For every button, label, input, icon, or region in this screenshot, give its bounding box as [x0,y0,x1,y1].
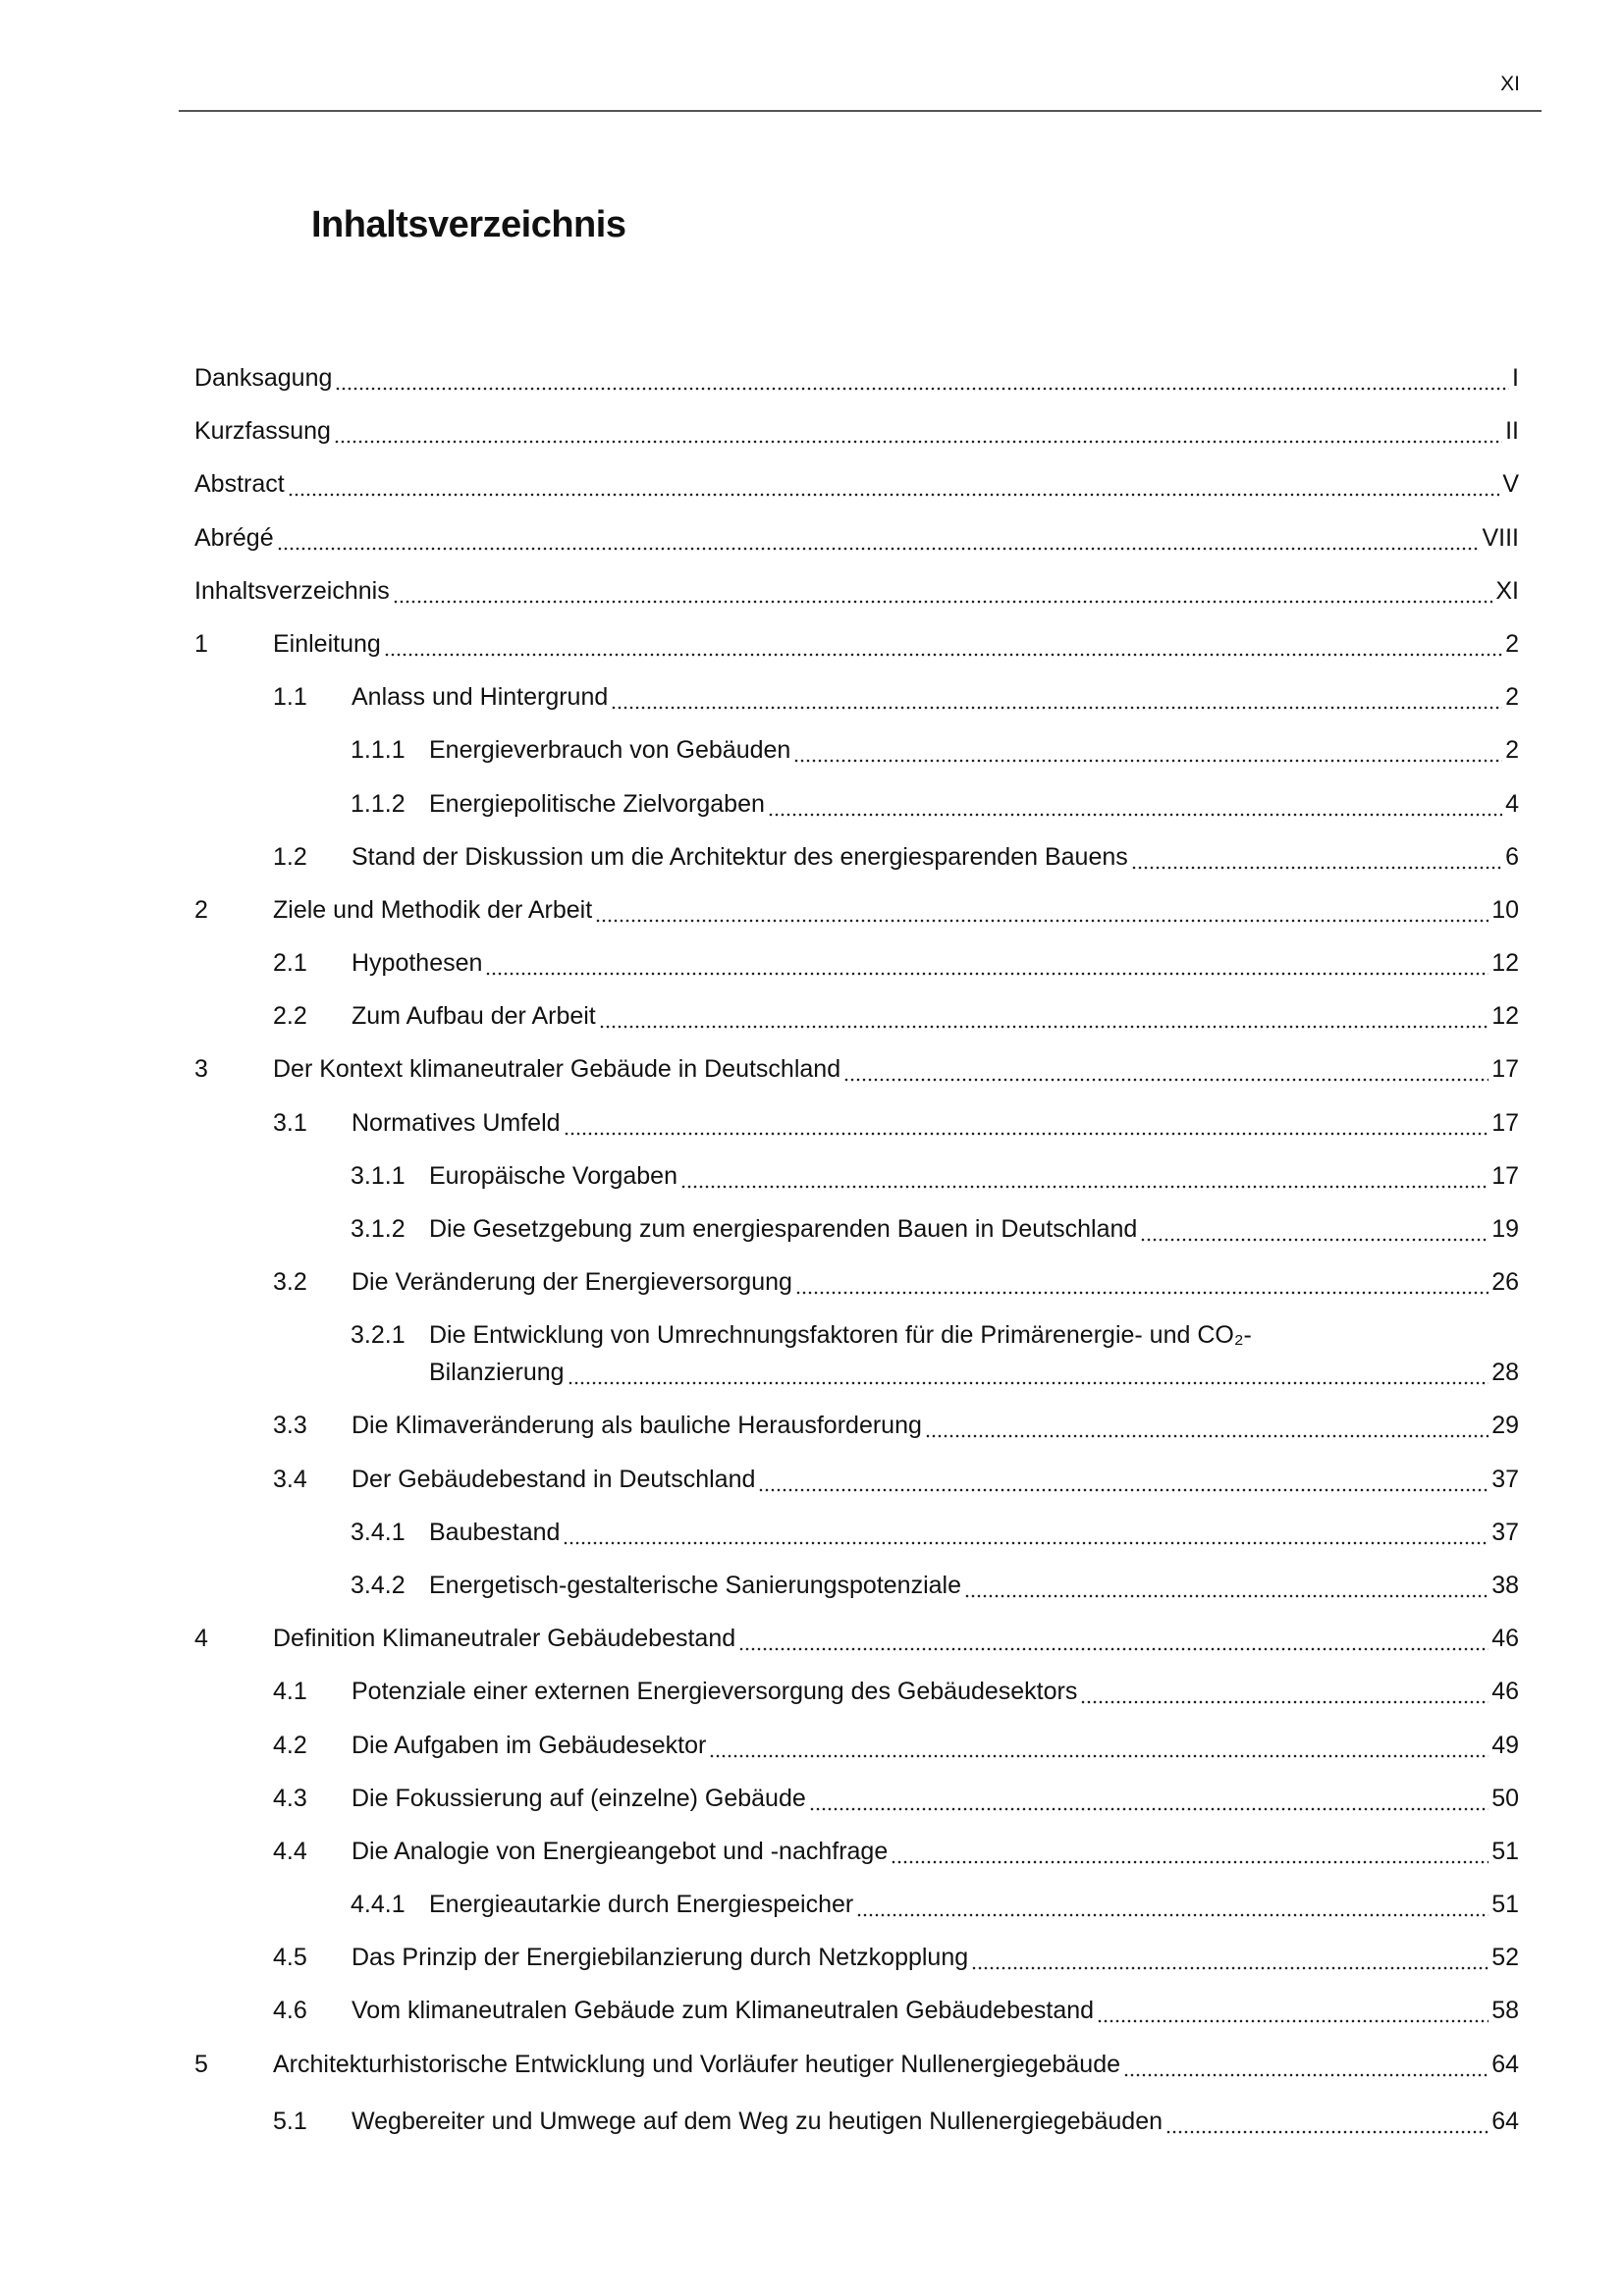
dot-leader [891,1833,1489,1870]
toc-entry-body [352,944,1519,982]
toc-entry-title: Energieautarkie durch Energiespeicher [429,1891,854,1919]
toc-entry-body [429,1316,1519,1391]
dot-leader [1080,1673,1489,1710]
toc-entry-number: 3.1.2 [351,1215,406,1243]
toc-entry[interactable] [194,1939,1519,1992]
toc-entry-title: Der Gebäudebestand in Deutschland [352,1465,756,1493]
toc-entry-page: V [1502,470,1519,499]
toc-entry-number: 3.2 [273,1268,307,1297]
toc-entry[interactable] [194,625,1519,678]
toc-entry-body [273,891,1519,929]
toc-entry[interactable] [194,2046,1519,2099]
toc-entry-page: 38 [1491,1571,1519,1599]
toc-entry[interactable] [194,997,1519,1050]
toc-entry-body [194,519,1519,557]
toc-entry-page: 46 [1491,1625,1519,1653]
toc-entry[interactable] [194,944,1519,997]
dot-leader [793,731,1502,769]
toc-entry-body [429,1886,1519,1923]
toc-entry-title: Hypothesen [352,949,483,978]
table-of-contents [194,359,1519,2156]
toc-entry-title: Zum Aufbau der Arbeit [352,1002,596,1031]
toc-entry-number: 3.4.2 [351,1571,406,1599]
dot-leader [334,412,1502,450]
toc-entry[interactable] [194,731,1519,784]
dot-leader [563,1514,1489,1551]
dot-leader [1165,2103,1489,2140]
toc-entry-number: 5.1 [273,2107,307,2135]
toc-entry-page: 64 [1491,2050,1519,2078]
dot-leader [485,944,1489,982]
toc-entry[interactable] [194,1886,1519,1939]
dot-leader [1131,838,1502,876]
dot-leader [809,1780,1489,1817]
toc-entry-title: Die Gesetzgebung zum energiesparenden Bauen in Deutschland [429,1215,1138,1243]
toc-entry[interactable] [194,1050,1519,1103]
toc-entry-number: 1.1.1 [351,736,406,765]
toc-entry-body [352,1104,1519,1142]
toc-entry-page: 17 [1491,1055,1519,1084]
toc-entry-number: 2.1 [273,949,307,978]
toc-entry-number: 3.2.1 [351,1321,406,1350]
toc-entry[interactable] [194,1514,1519,1567]
toc-entry[interactable] [194,1407,1519,1460]
dot-leader [964,1567,1489,1604]
toc-entry-page: 28 [1491,1359,1519,1387]
toc-entry[interactable] [194,359,1519,412]
toc-entry[interactable] [194,785,1519,838]
toc-entry-body [194,359,1519,397]
dot-leader [1123,2046,1489,2083]
toc-entry-title: Die Fokussierung auf (einzelne) Gebäude [352,1784,806,1812]
toc-entry[interactable] [194,519,1519,572]
toc-entry-title: Die Klimaveränderung als bauliche Herausforderung [352,1412,922,1440]
dot-leader [856,1886,1489,1923]
toc-entry-body [352,1461,1519,1498]
toc-entry-title: Kurzfassung [194,417,331,446]
toc-entry[interactable] [194,1727,1519,1780]
toc-entry-page: XI [1495,576,1519,605]
dot-leader [599,997,1489,1035]
toc-entry-title: Wegbereiter und Umwege auf dem Weg zu heutigen Nullenergiegebäuden [352,2107,1164,2135]
toc-entry[interactable] [194,891,1519,944]
toc-entry[interactable] [194,838,1519,891]
toc-entry[interactable] [194,1567,1519,1620]
dot-leader [925,1407,1489,1444]
toc-entry-number: 3.1.1 [351,1161,406,1190]
toc-entry-number: 1.2 [273,842,307,871]
toc-entry[interactable] [194,1833,1519,1886]
dot-leader [709,1727,1489,1764]
dot-leader [680,1157,1489,1195]
toc-entry-body [429,785,1519,823]
toc-entry-body [194,465,1519,503]
toc-entry-page: 12 [1491,1002,1519,1031]
toc-entry-number: 5 [194,2050,208,2078]
toc-entry-title: Potenziale einer externen Energieversorgung des Gebäudesektors [352,1678,1078,1706]
toc-entry-body [352,1780,1519,1817]
toc-entry-body [352,1939,1519,1976]
toc-entry-title: Energiepolitische Zielvorgaben [429,789,765,818]
toc-entry[interactable] [194,1780,1519,1833]
toc-entry-title: Der Kontext klimaneutraler Gebäude in Deutschland [273,1055,841,1084]
toc-entry-body [352,1833,1519,1870]
toc-entry-number: 4.6 [273,1997,307,2025]
dot-leader [611,678,1502,716]
toc-entry-body [352,2103,1519,2140]
dot-leader [843,1050,1489,1088]
dot-leader [564,1104,1489,1142]
toc-entry-number: 4 [194,1625,208,1653]
page-number: XI [1500,73,1520,95]
dot-leader [758,1461,1489,1498]
toc-entry-page: 58 [1491,1997,1519,2025]
dot-leader [595,891,1489,929]
toc-entry-page: VIII [1482,523,1519,552]
toc-entry-body [429,1514,1519,1551]
toc-entry-title: Abstract [194,470,285,499]
dot-leader [384,625,1502,663]
toc-entry-body [273,2046,1519,2083]
toc-entry-number: 1.1.2 [351,789,406,818]
dot-leader [768,785,1502,823]
toc-entry-title: Europäische Vorgaben [429,1161,677,1190]
toc-entry[interactable] [194,1316,1519,1407]
toc-entry-page: 4 [1505,789,1519,818]
toc-entry-page: 2 [1505,629,1519,658]
toc-entry[interactable] [194,1673,1519,1726]
toc-entry-title: Normatives Umfeld [352,1108,561,1137]
dot-leader [738,1620,1489,1657]
toc-entry-number: 4.4 [273,1837,307,1865]
toc-entry-title: Vom klimaneutralen Gebäude zum Klimaneutralen Gebäudebestand [352,1997,1095,2025]
toc-entry-number: 3.4.1 [351,1518,406,1546]
dot-leader [1097,1992,1489,2029]
toc-entry[interactable] [194,2103,1519,2156]
toc-entry-title: Die Aufgaben im Gebäudesektor [352,1731,707,1759]
toc-entry-title: Die Veränderung der Energieversorgung [352,1268,792,1297]
toc-entry-number: 4.4.1 [351,1891,406,1919]
toc-entry-number: 1 [194,629,208,658]
toc-entry-page: 10 [1491,895,1519,924]
toc-entry-page: 19 [1491,1215,1519,1243]
toc-entry-page: 46 [1491,1678,1519,1706]
toc-entry-title: Definition Klimaneutraler Gebäudebestand [273,1625,736,1653]
toc-entry-title: Danksagung [194,364,333,392]
toc-entry-title: Ziele und Methodik der Arbeit [273,895,593,924]
toc-entry[interactable] [194,1992,1519,2045]
toc-entry-title: Energieverbrauch von Gebäuden [429,736,791,765]
dot-leader [288,465,1500,503]
toc-entry-page: 17 [1491,1161,1519,1190]
toc-entry[interactable] [194,412,1519,465]
toc-entry-body [273,1620,1519,1657]
toc-entry-body [429,1567,1519,1604]
toc-entry-title: Einleitung [273,629,381,658]
toc-entry[interactable] [194,1620,1519,1673]
toc-entry-number: 1.1 [273,683,307,712]
toc-entry-page: 52 [1491,1944,1519,1972]
toc-entry-body [273,1050,1519,1088]
toc-entry-body [429,731,1519,769]
toc-entry-page: 64 [1491,2107,1519,2135]
toc-entry-page: 26 [1491,1268,1519,1297]
toc-entry-number: 3 [194,1055,208,1084]
toc-entry[interactable] [194,465,1519,518]
toc-entry[interactable] [194,1210,1519,1263]
dot-leader [1140,1210,1489,1248]
toc-entry-body [352,1407,1519,1444]
toc-entry-page: 51 [1491,1891,1519,1919]
toc-entry-number: 3.4 [273,1465,307,1493]
toc-entry-page: 50 [1491,1784,1519,1812]
toc-entry-body [352,838,1519,876]
toc-entry-page: 29 [1491,1412,1519,1440]
toc-entry-title: Energetisch-gestalterische Sanierungspotenziale [429,1571,961,1599]
dot-leader [971,1939,1489,1976]
toc-entry-body [352,678,1519,716]
toc-entry-page: 49 [1491,1731,1519,1759]
toc-entry-page: 37 [1491,1465,1519,1493]
toc-entry[interactable] [194,1104,1519,1157]
dot-leader [277,519,1480,557]
toc-entry-body [352,1727,1519,1764]
dot-leader [795,1263,1489,1301]
toc-entry[interactable] [194,678,1519,731]
toc-entry[interactable] [194,1461,1519,1514]
toc-entry-page: II [1505,417,1519,446]
toc-entry-page: 6 [1505,842,1519,871]
header-rule [179,110,1542,112]
toc-entry-title: Stand der Diskussion um die Architektur des energiesparenden Bauens [352,842,1128,871]
toc-entry-page: 12 [1491,949,1519,978]
toc-entry-body [273,625,1519,663]
toc-entry-body [352,997,1519,1035]
toc-entry-title: Baubestand [429,1518,561,1546]
toc-entry-number: 4.3 [273,1784,307,1812]
toc-entry-title: Architekturhistorische Entwicklung und Vorläufer heutiger Nullenergiegebäude [273,2050,1121,2078]
toc-entry-page: 2 [1505,736,1519,765]
toc-entry-body [352,1263,1519,1301]
toc-entry-number: 4.1 [273,1678,307,1706]
toc-entry-number: 2 [194,895,208,924]
toc-entry-body [429,1157,1519,1195]
toc-entry-page: 37 [1491,1518,1519,1546]
toc-entry-page: 2 [1505,683,1519,712]
toc-entry-number: 2.2 [273,1002,307,1031]
toc-entry-title-continued: Bilanzierung [429,1359,565,1387]
toc-entry-number: 4.2 [273,1731,307,1759]
toc-entry-body [194,572,1519,610]
dot-leader [335,359,1509,397]
toc-entry-continuation [429,1354,1519,1391]
page-title: Inhaltsverzeichnis [311,204,626,245]
toc-entry-page: 51 [1491,1837,1519,1865]
dot-leader [568,1354,1489,1391]
toc-entry-number: 3.3 [273,1412,307,1440]
toc-entry-body [429,1210,1519,1248]
toc-entry-title: Die Analogie von Energieangebot und -nachfrage [352,1837,889,1865]
toc-entry-title: Abrégé [194,523,274,552]
toc-entry-title: Das Prinzip der Energiebilanzierung durch Netzkopplung [352,1944,969,1972]
toc-entry-body [352,1992,1519,2029]
toc-entry[interactable] [194,1263,1519,1316]
toc-entry-page: 17 [1491,1108,1519,1137]
toc-entry-number: 3.1 [273,1108,307,1137]
toc-entry[interactable] [194,572,1519,625]
toc-entry-body [352,1673,1519,1710]
toc-entry-number: 4.5 [273,1944,307,1972]
toc-entry-page: I [1512,364,1519,392]
toc-entry[interactable] [194,1157,1519,1210]
toc-entry-title: Die Entwicklung von Umrechnungsfaktoren für die Primärenergie- und CO₂- [429,1321,1252,1350]
dot-leader [393,572,1493,610]
toc-entry-title: Inhaltsverzeichnis [194,576,390,605]
toc-entry-body [194,412,1519,450]
toc-entry-title: Anlass und Hintergrund [352,683,609,712]
